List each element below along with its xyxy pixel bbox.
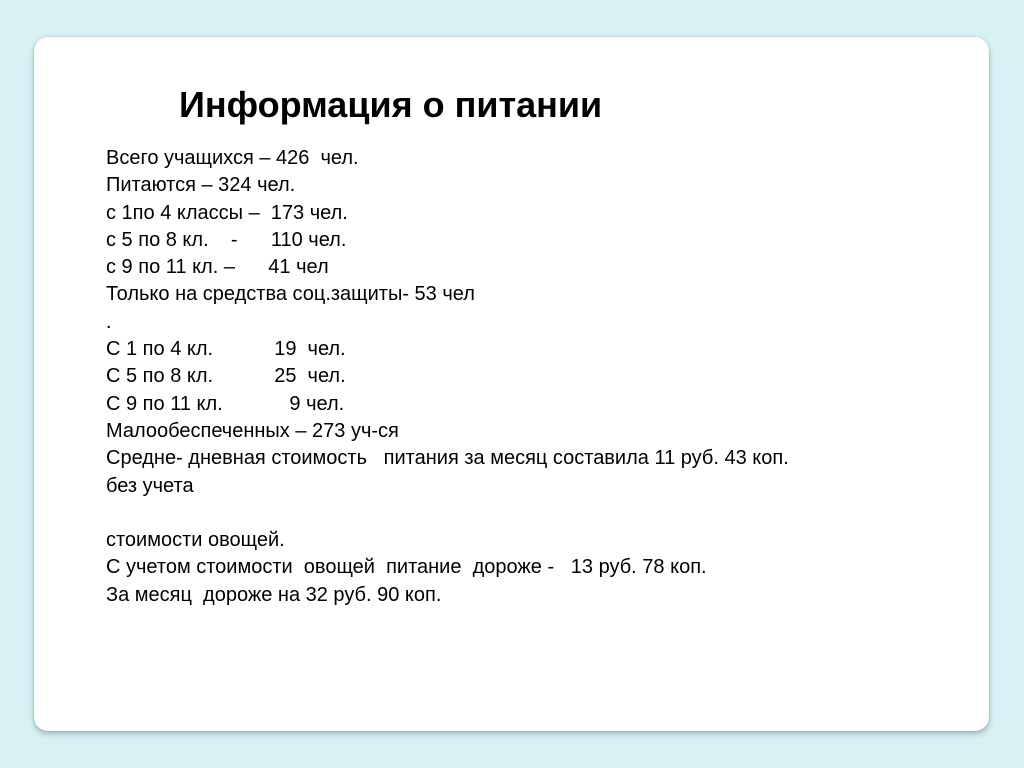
info-line-social-grades-1-4: С 1 по 4 кл. 19 чел. (106, 338, 346, 361)
info-line-grades-5-8: с 5 по 8 кл. - 110 чел. (106, 228, 347, 251)
info-line-without: без учета (106, 474, 194, 497)
info-line-social-funds: Только на средства соц.защиты- 53 чел (106, 283, 475, 306)
info-line-dot: . (106, 310, 112, 333)
info-line-vegetables-cost: стоимости овощей. (106, 529, 285, 552)
info-line-with-vegetables: С учетом стоимости овощей питание дороже - 13 руб. 78 коп. (106, 556, 707, 579)
info-line-monthly-extra: За месяц дороже на 32 руб. 90 коп. (106, 583, 442, 606)
slide-title: Информация о питании (179, 84, 603, 125)
info-line-social-grades-9-11: С 9 по 11 кл. 9 чел. (106, 392, 345, 415)
info-text-body (106, 145, 966, 609)
info-line-daily-cost: Средне- дневная стоимость питания за месяц составила 11 руб. 43 коп. (106, 447, 789, 470)
info-line-grades-1-4: с 1по 4 классы – 173 чел. (106, 201, 348, 224)
info-line-blank (106, 500, 966, 527)
info-line-total-students: Всего учащихся – 426 чел. (106, 147, 359, 169)
info-line-social-grades-5-8: С 5 по 8 кл. 25 чел. (106, 365, 346, 388)
info-line-grades-9-11: с 9 по 11 кл. – 41 чел (106, 256, 329, 279)
info-line-low-income: Малообеспеченных – 273 уч-ся (106, 419, 399, 442)
info-line-eating: Питаются – 324 чел. (106, 174, 296, 197)
